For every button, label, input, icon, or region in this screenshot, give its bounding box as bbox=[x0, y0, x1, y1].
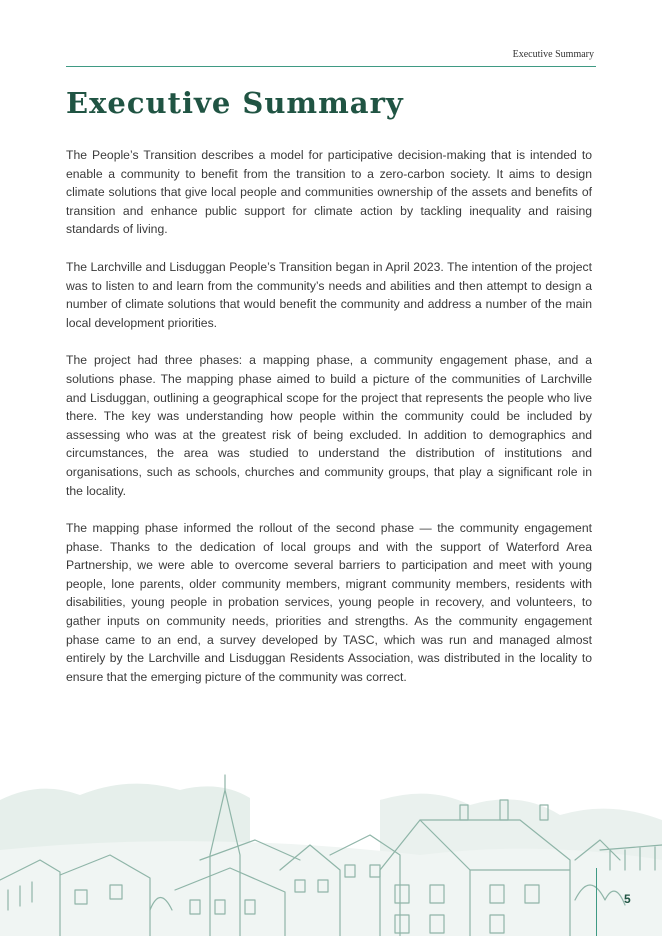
page-title: Executive Summary bbox=[66, 86, 404, 120]
paragraph-1: The People’s Transition describes a model for participative decision-making that is intended to enable a community to benefit from the transition to a zero-carbon society. It aims to design climate solutions that give local people and communities ownership of the assets and benefits of transition and enhance public support for climate action by tackling inequality and raising standards of living. bbox=[66, 148, 592, 237]
running-header: Executive Summary bbox=[512, 49, 594, 60]
page-number: 5 bbox=[624, 892, 631, 906]
town-sketch-illustration bbox=[0, 760, 662, 936]
paragraph-2: The Larchville and Lisduggan People’s Transition began in April 2023. The intention of the project was to listen to and learn from the community’s needs and abilities and then attempt to design a number of climate solutions that would benefit the community and address a number of the main local development priorities. bbox=[66, 259, 592, 330]
paragraph-4: The mapping phase informed the rollout of the second phase — the community engagement phase. Thanks to the dedication of local groups and with the support of Waterford Area Partnership, we were able to overcome several barriers to participation and meet with young people, lone parents, older community members, migrant community members, residents with disabilities, young people in probation services, young people in recovery, and volunteers, to gather inputs on community needs, priorities and strengths. As the community engagement phase came to an end, a survey developed by TASC, which was run and managed almost entirely by the Larchville and Lisduggan Residents Association, was distributed in the locality to ensure that the emerging picture of the community was correct. bbox=[66, 521, 592, 684]
page-number-rule bbox=[596, 868, 597, 936]
header-rule bbox=[66, 66, 596, 67]
body-text bbox=[66, 146, 592, 705]
paragraph-3: The project had three phases: a mapping phase, a community engagement phase, and a solutions phase. The mapping phase aimed to build a picture of the communities of Larchville and Lisduggan, outlining a geographical scope for the project that represents the people who live there. The key was understanding how people within the community could be included by assessing who was at the greatest risk of being excluded. In addition to demographics and circumstances, the area was studied to understand the distribution of institutions and organisations, such as schools, churches and community groups, that play a significant role in the locality. bbox=[66, 353, 592, 498]
